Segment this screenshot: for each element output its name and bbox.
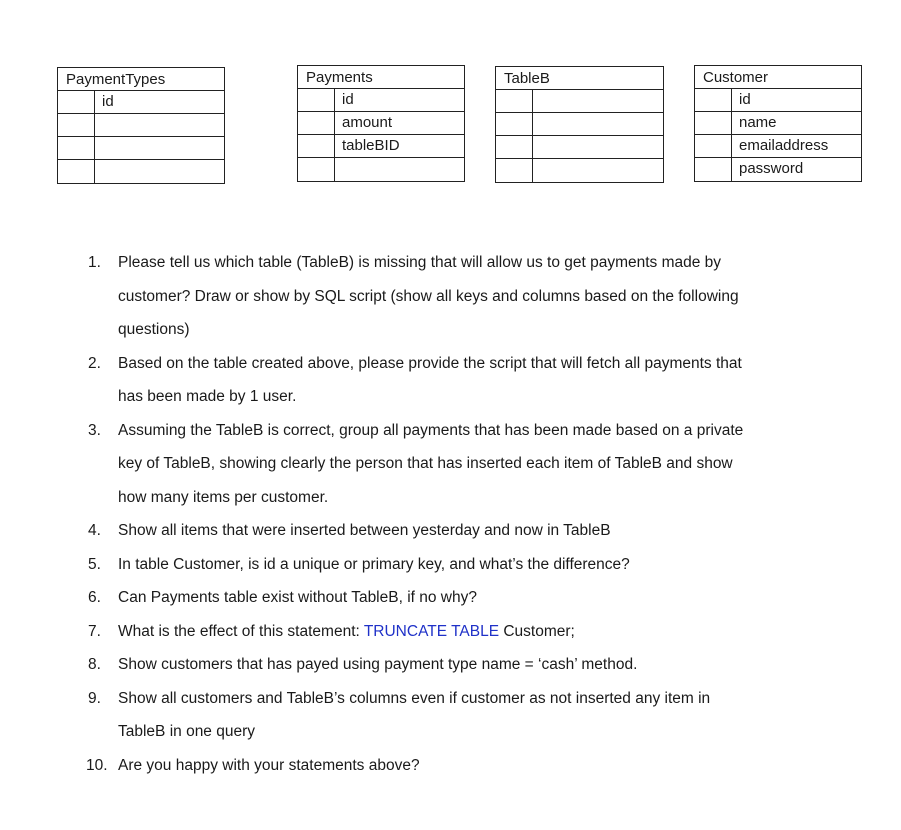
table-paymenttypes xyxy=(57,67,225,184)
question-number: 6. xyxy=(88,589,101,606)
table-payments xyxy=(297,65,465,182)
table-row xyxy=(58,160,224,183)
question-line: key of TableB, showing clearly the person that has inserted each item of TableB and show xyxy=(118,455,733,472)
question-item xyxy=(82,648,842,682)
table-row xyxy=(496,113,663,136)
question-number: 7. xyxy=(88,622,101,640)
question-item xyxy=(82,347,842,414)
table-row xyxy=(298,135,464,158)
question-number: 10. xyxy=(86,756,108,774)
question-item xyxy=(82,682,842,749)
column-name: id xyxy=(342,91,354,108)
table-title: PaymentTypes xyxy=(58,68,224,91)
table-row xyxy=(695,89,861,112)
question-number: 3. xyxy=(88,421,101,439)
question-item xyxy=(82,514,842,548)
question-line: customer? Draw or show by SQL script (show all keys and columns based on the following xyxy=(118,287,739,305)
question-number: 1. xyxy=(88,254,101,271)
question-line: Assuming the TableB is correct, group all payments that has been made based on a private xyxy=(118,421,744,439)
table-row xyxy=(695,112,861,135)
table-row xyxy=(695,158,861,181)
question-line: Are you happy with your statements above? xyxy=(118,756,420,774)
question-line: questions) xyxy=(118,321,190,338)
table-row xyxy=(58,114,224,137)
question-number: 5. xyxy=(88,555,101,573)
question-line: how many items per customer. xyxy=(118,488,329,506)
column-name: name xyxy=(739,114,777,131)
question-number: 4. xyxy=(88,522,101,539)
column-name: amount xyxy=(342,114,393,131)
question-line: Can Payments table exist without TableB, if no why? xyxy=(118,589,477,606)
column-name: id xyxy=(102,93,114,110)
question-line: In table Customer, is id a unique or primary key, and what’s the difference? xyxy=(118,555,630,573)
question-line: Show customers that has payed using payment type name = ‘cash’ method. xyxy=(118,656,638,673)
question-line: Based on the table created above, please provide the script that will fetch all payments that xyxy=(118,354,742,372)
question-item xyxy=(82,414,842,515)
question-item xyxy=(82,749,842,783)
column-name: password xyxy=(739,160,804,177)
table-row xyxy=(298,89,464,112)
question-line: Show all items that were inserted between yesterday and now in TableB xyxy=(118,522,611,539)
column-name: emailaddress xyxy=(739,137,829,154)
question-number: 9. xyxy=(88,689,101,707)
question-item xyxy=(82,246,842,347)
question-list xyxy=(82,246,842,782)
sql-keyword: TRUNCATE TABLE xyxy=(363,622,500,640)
question-item xyxy=(82,615,842,649)
table-row xyxy=(496,159,663,182)
table-row xyxy=(298,112,464,135)
table-tableb xyxy=(495,66,664,183)
table-row xyxy=(58,137,224,160)
table-row xyxy=(695,135,861,158)
table-row xyxy=(496,90,663,113)
question-line xyxy=(118,615,842,649)
question-item xyxy=(82,548,842,582)
question-item xyxy=(82,581,842,615)
table-title: Payments xyxy=(298,66,464,89)
question-number: 8. xyxy=(88,656,101,673)
table-row xyxy=(298,158,464,181)
question-line: Show all customers and TableB’s columns even if customer as not inserted any item in xyxy=(118,689,711,707)
table-row xyxy=(58,91,224,114)
question-line: TableB in one query xyxy=(118,723,256,740)
column-name: id xyxy=(739,91,751,108)
question-number: 2. xyxy=(88,354,101,372)
question-line: Please tell us which table (TableB) is missing that will allow us to get payments made by xyxy=(118,254,722,271)
question-line: has been made by 1 user. xyxy=(118,388,297,405)
column-name: tableBID xyxy=(342,137,400,154)
question-text: Customer; xyxy=(499,622,575,640)
question-text: What is the effect of this statement: xyxy=(118,622,364,640)
table-title: TableB xyxy=(496,67,663,90)
table-title: Customer xyxy=(695,66,861,89)
table-customer xyxy=(694,65,862,182)
table-row xyxy=(496,136,663,159)
